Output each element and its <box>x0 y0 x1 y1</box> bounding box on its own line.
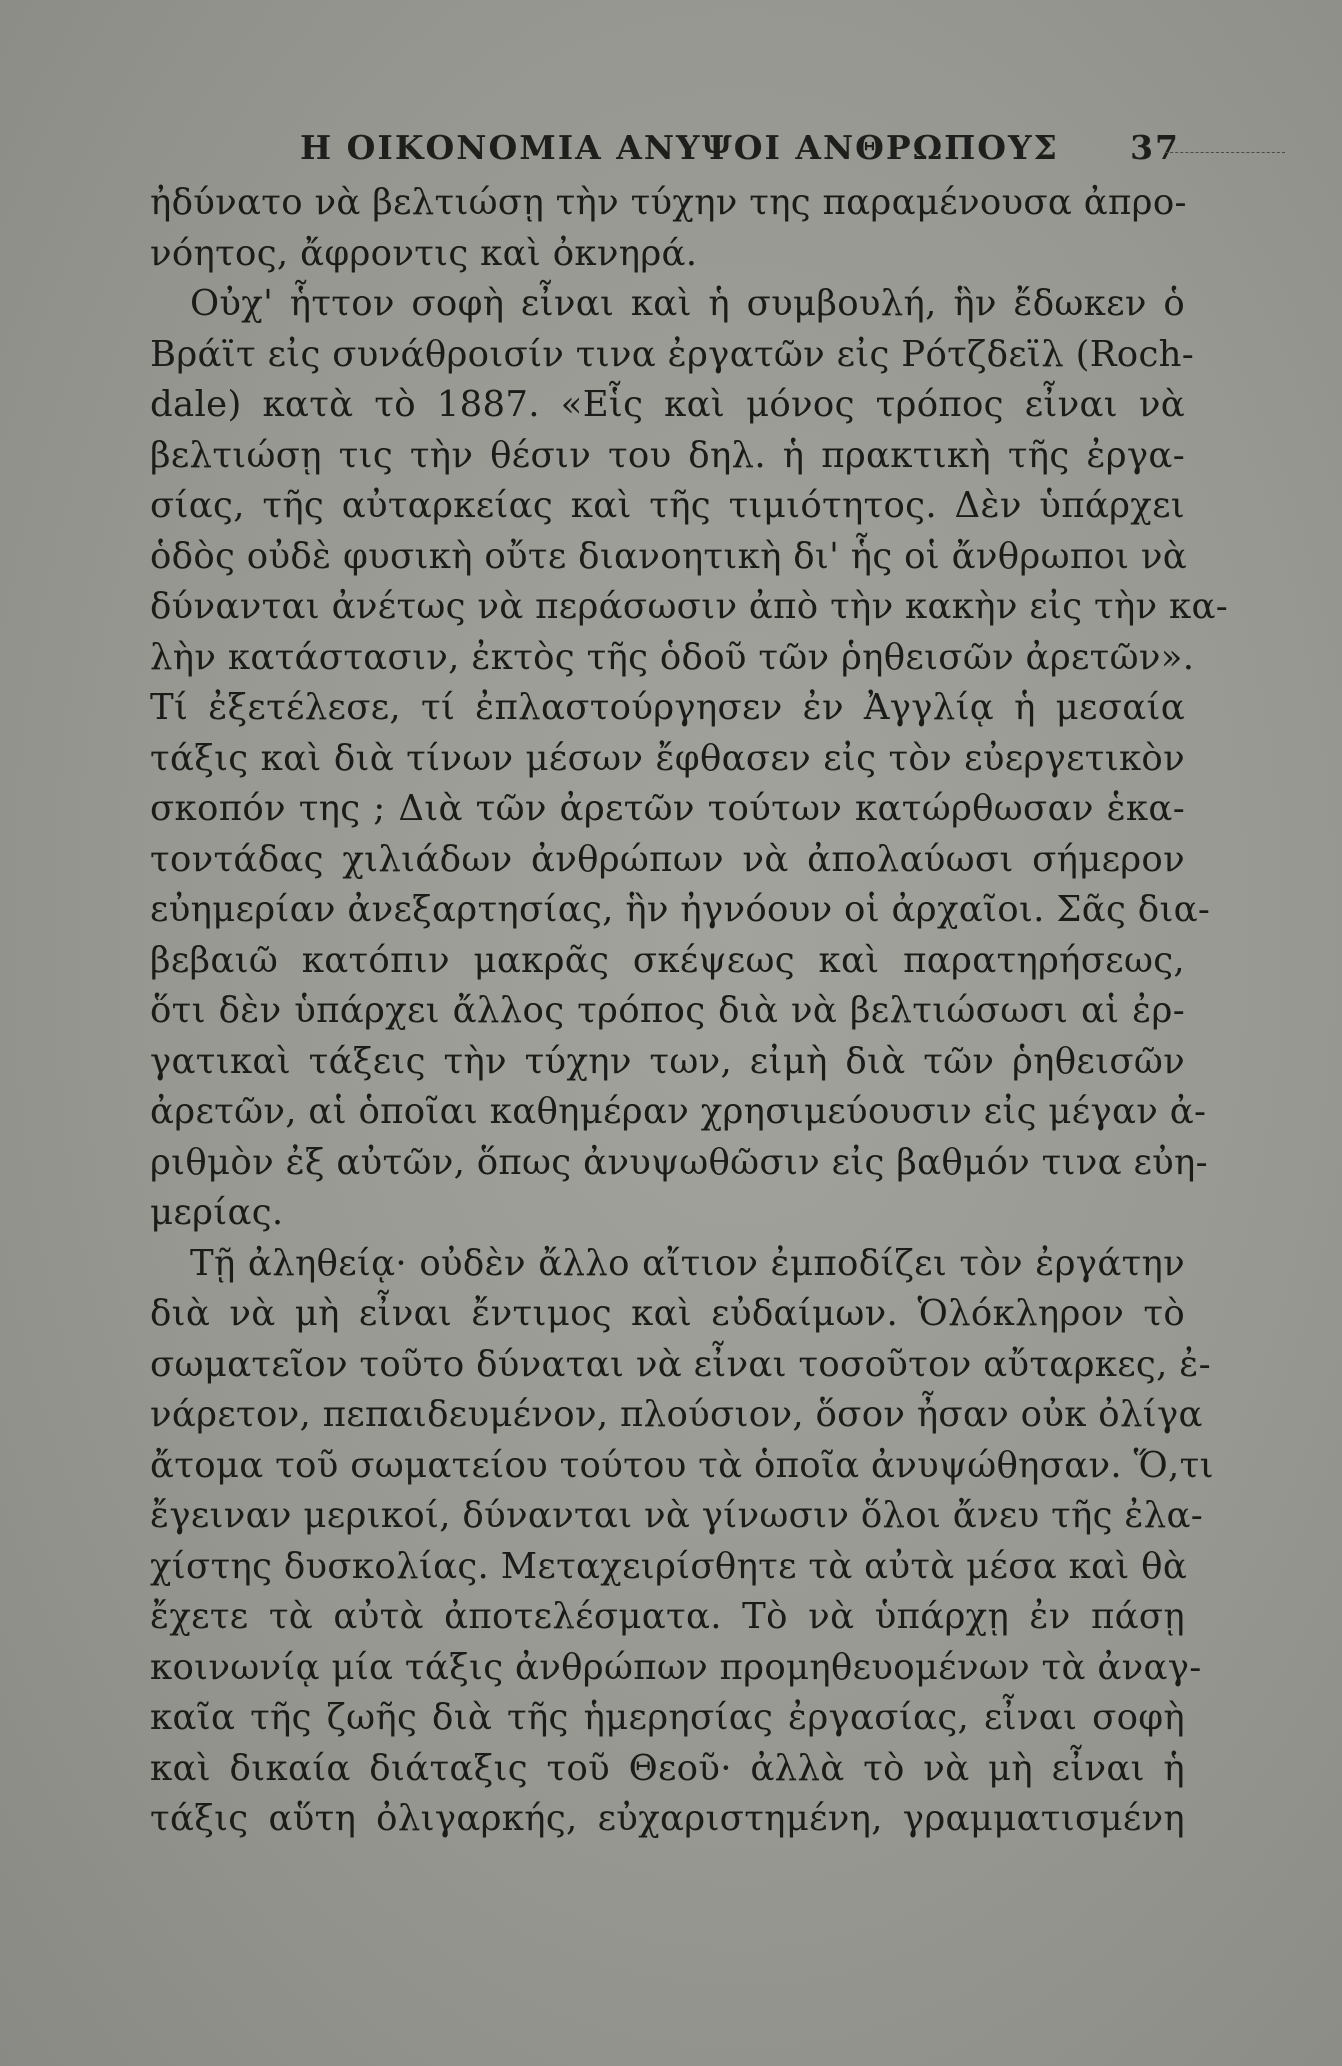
text-line: dale) κατὰ τὸ 1887. «Εἷς καὶ μόνος τρόπος εἶναι νὰ <box>150 384 1185 425</box>
text-line: τάξις αὕτη ὀλιγαρκής, εὐχαριστημένη, γραμματισμένη <box>150 1798 1185 1839</box>
text-line: νόητος, ἄφροντις καὶ ὀκνηρά. <box>150 232 698 274</box>
header-rule <box>1165 152 1285 153</box>
text-line: γατικαὶ τάξεις τὴν τύχην των, εἰμὴ διὰ τῶν ῥηθεισῶν <box>150 1040 1185 1082</box>
page-header <box>300 128 1180 172</box>
text-line: διὰ νὰ μὴ εἶναι ἔντιμος καὶ εὐδαίμων. Ὁλόκληρον τὸ <box>150 1293 1185 1334</box>
running-title: Η ΟΙΚΟΝΟΜΙΑ ΑΝΥΨΟΙ ΑΝΘΡΩΠΟΥΣ <box>300 128 1059 167</box>
text-line: ὅτι δὲν ὑπάρχει ἄλλος τρόπος διὰ νὰ βελτιώσωσι αἱ ἐρ- <box>150 990 1185 1031</box>
text-line: λὴν κατάστασιν, ἐκτὸς τῆς ὁδοῦ τῶν ῥηθεισῶν ἀρετῶν». <box>150 636 1195 678</box>
text-line: Βράϊτ εἰς συνάθροισίν τινα ἐργατῶν εἰς Ρότζδεϊλ (Roch- <box>150 333 1195 375</box>
text-line: καὶ δικαία διάταξις τοῦ Θεοῦ· ἀλλὰ τὸ νὰ μὴ εἶναι ἡ <box>150 1747 1185 1789</box>
text-line: ἔχετε τὰ αὐτὰ ἀποτελέσματα. Τὸ νὰ ὑπάρχῃ ἐν πάσῃ <box>150 1596 1185 1637</box>
text-line: νάρετον, πεπαιδευμένον, πλούσιον, ὅσον ἦσαν οὐκ ὀλίγα <box>150 1394 1203 1435</box>
text-line: ἄτομα τοῦ σωματείου τούτου τὰ ὁποῖα ἀνυψώθησαν. Ὅ,τι <box>150 1444 1214 1486</box>
text-line: βελτιώσῃ τις τὴν θέσιν του δηλ. ἡ πρακτικὴ τῆς ἐργα- <box>150 434 1185 476</box>
page-number: 37 <box>1130 128 1180 167</box>
text-line: σκοπόν της ; Διὰ τῶν ἀρετῶν τούτων κατώρθωσαν ἑκα- <box>150 788 1185 829</box>
text-line: δύνανται ἀνέτως νὰ περάσωσιν ἀπὸ τὴν κακὴν εἰς τὴν κα- <box>150 586 1229 627</box>
text-line: ριθμὸν ἐξ αὐτῶν, ὅπως ἀνυψωθῶσιν εἰς βαθμόν τινα εὐη- <box>150 1141 1208 1183</box>
text-line: κοινωνίᾳ μία τάξις ἀνθρώπων προμηθευομένων τὰ ἀναγ- <box>150 1646 1202 1688</box>
text-line: ὁδὸς οὐδὲ φυσικὴ οὔτε διανοητικὴ δι' ἧς οἱ ἄνθρωποι νὰ <box>150 535 1188 577</box>
text-line: σωματεῖον τοῦτο δύναται νὰ εἶναι τοσοῦτον αὔταρκες, ἐ- <box>150 1343 1211 1385</box>
text-line: μερίας. <box>150 1192 284 1233</box>
body-text <box>150 178 1229 1845</box>
text-line: χίστης δυσκολίας. Μεταχειρίσθητε τὰ αὐτὰ μέσα καὶ θὰ <box>150 1545 1188 1587</box>
text-line: ἀρετῶν, αἱ ὁποῖαι καθημέραν χρησιμεύουσιν εἰς μέγαν ἀ- <box>150 1091 1207 1132</box>
text-line: βεβαιῶ κατόπιν μακρᾶς σκέψεως καὶ παρατηρήσεως, <box>150 939 1185 981</box>
text-line: ἠδύνατο νὰ βελτιώσῃ τὴν τύχην της παραμένουσα ἀπρο- <box>150 182 1187 223</box>
text-line: σίας, τῆς αὐταρκείας καὶ τῆς τιμιότητος. Δὲν ὑπάρχει <box>150 485 1185 526</box>
text-line: Τῇ ἀληθείᾳ· οὐδὲν ἄλλο αἴτιον ἐμποδίζει τὸν ἐργάτην <box>190 1242 1185 1284</box>
text-line: εὐημερίαν ἀνεξαρτησίας, ἣν ἠγνόουν οἱ ἀρχαῖοι. Σᾶς δια- <box>150 889 1211 930</box>
text-line: Οὐχ' ἧττον σοφὴ εἶναι καὶ ἡ συμβουλή, ἣν ἔδωκεν ὁ <box>190 283 1185 324</box>
text-line: Τί ἐξετέλεσε, τί ἐπλαστούργησεν ἐν Ἀγγλίᾳ ἡ μεσαία <box>150 687 1185 728</box>
text-line: τάξις καὶ διὰ τίνων μέσων ἔφθασεν εἰς τὸν εὐεργετικὸν <box>150 737 1185 779</box>
text-line: καῖα τῆς ζωῆς διὰ τῆς ἡμερησίας ἐργασίας, εἶναι σοφὴ <box>150 1697 1185 1738</box>
text-line: τοντάδας χιλιάδων ἀνθρώπων νὰ ἀπολαύωσι σήμερον <box>150 838 1185 880</box>
text-line: ἔγειναν μερικοί, δύνανται νὰ γίνωσιν ὅλοι ἄνευ τῆς ἐλα- <box>150 1495 1204 1536</box>
